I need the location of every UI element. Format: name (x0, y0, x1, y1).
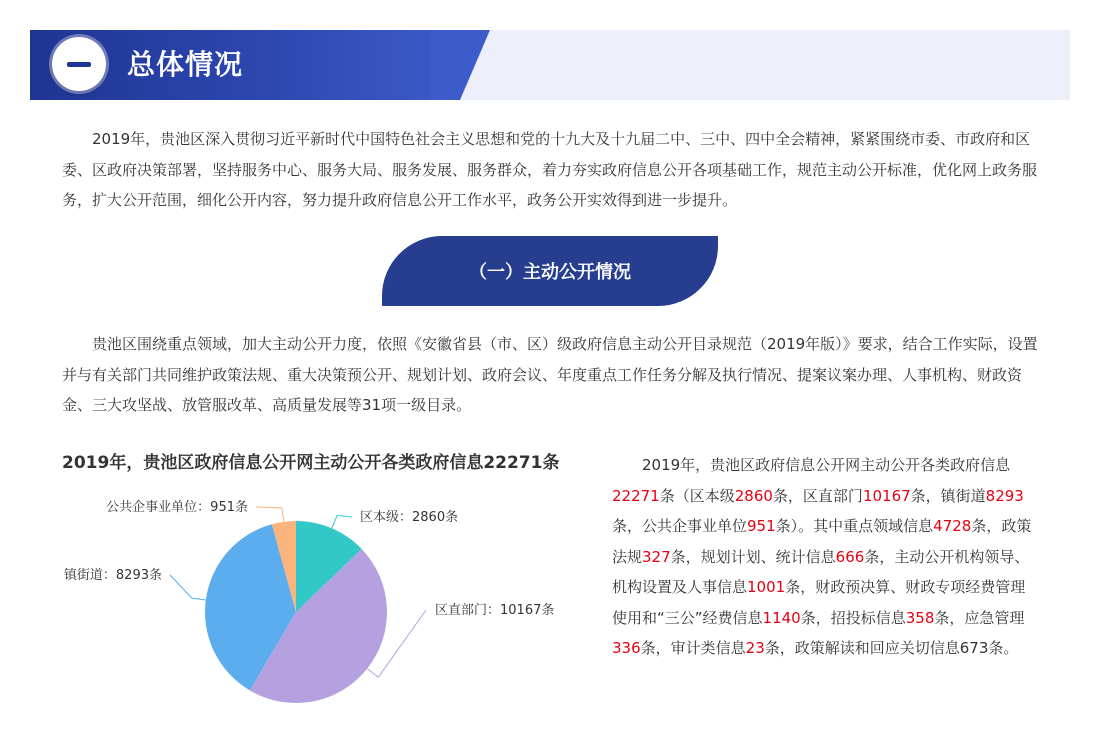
summary-text: 条，规划计划、统计信息 (670, 547, 836, 566)
highlight-number: 1140 (762, 608, 801, 627)
highlight-number: 336 (612, 639, 641, 657)
summary-text: 条（区本级 (659, 486, 735, 505)
highlight-number: 1001 (747, 578, 786, 596)
sub-section-title: （一）主动公开情况 (382, 236, 718, 306)
pie-label: 镇街道：8293条 (63, 568, 162, 583)
section-paragraph: 贵池区围绕重点领域，加大主动公开力度，依照《安徽省县（市、区）级政府信息主动公开目录规范（2019年版）》要求，结合工作实际，设置并与有关部门共同维护政策法规、重大决策预公开、规划计划、政府会议、年度重点工作任务分解及执行情况、提案议案办理、人事机构、财政资金、三大攻坚战、放管服改革、高质量发展等31项一级目录。 (62, 335, 1038, 414)
summary-text: 条，财政预决算、财政专项经费管理使用和“三公”经费信息 (612, 578, 1026, 627)
summary-paragraph (612, 450, 1040, 664)
highlight-number: 22271 (612, 486, 660, 505)
summary-text: 条，政策解读和回应关切信息673条。 (764, 639, 1019, 657)
highlight-number: 8293 (985, 486, 1024, 505)
summary-text: 条）。其中重点领域信息 (775, 517, 934, 535)
summary-text: 条，政策法规 (612, 517, 1032, 566)
pie-label: 区本级：2860条 (360, 510, 459, 525)
summary-text: 条，镇街道 (910, 486, 986, 505)
summary-text: 2019年，贵池区政府信息公开网主动公开各类政府信息 (642, 456, 1011, 474)
pie-chart (40, 480, 580, 720)
pie-label: 公共企事业单位：951条 (106, 500, 248, 515)
summary-text: 条，审计类信息 (640, 639, 746, 657)
highlight-number: 666 (835, 547, 865, 566)
highlight-number: 4728 (933, 517, 972, 535)
pie-leader-line (332, 515, 352, 528)
chart-title: 2019年，贵池区政府信息公开网主动公开各类政府信息22271条 (62, 453, 560, 473)
highlight-number: 2860 (734, 486, 773, 505)
section-number (67, 62, 91, 67)
pie-label: 区直部门：10167条 (435, 603, 555, 618)
highlight-number: 10167 (862, 486, 911, 505)
summary-text: 条，公共企事业单位 (612, 517, 748, 535)
highlight-number: 23 (745, 639, 765, 657)
highlight-number: 951 (747, 517, 776, 535)
header-slant (430, 30, 490, 100)
page-title: 总体情况 (127, 48, 244, 81)
summary-text: 条，招投标信息 (800, 608, 906, 627)
pie-leader-line (170, 575, 206, 600)
section-header (30, 30, 1070, 100)
pie-leader-line (256, 507, 284, 522)
highlight-number: 358 (905, 608, 935, 627)
summary-text: 条，主动公开机构领导、机构设置及人事信息 (612, 547, 1030, 596)
intro-paragraph: 2019年，贵池区深入贯彻习近平新时代中国特色社会主义思想和党的十九大及十九届二中、三中、四中全会精神，紧紧围绕市委、市政府和区委、区政府决策部署，坚持服务中心、服务大局、服务发展、服务群众，着力夯实政府信息公开各项基础工作，规范主动公开标准，优化网上政务服务，扩大公开范围，细化公开内容，努力提升政府信息公开工作水平，政务公开实效得到进一步提升。 (62, 130, 1038, 209)
highlight-number: 327 (642, 547, 671, 566)
section-number-badge (52, 37, 106, 91)
summary-text: 条，应急管理 (934, 608, 1025, 627)
summary-text: 条，区直部门 (772, 486, 863, 505)
